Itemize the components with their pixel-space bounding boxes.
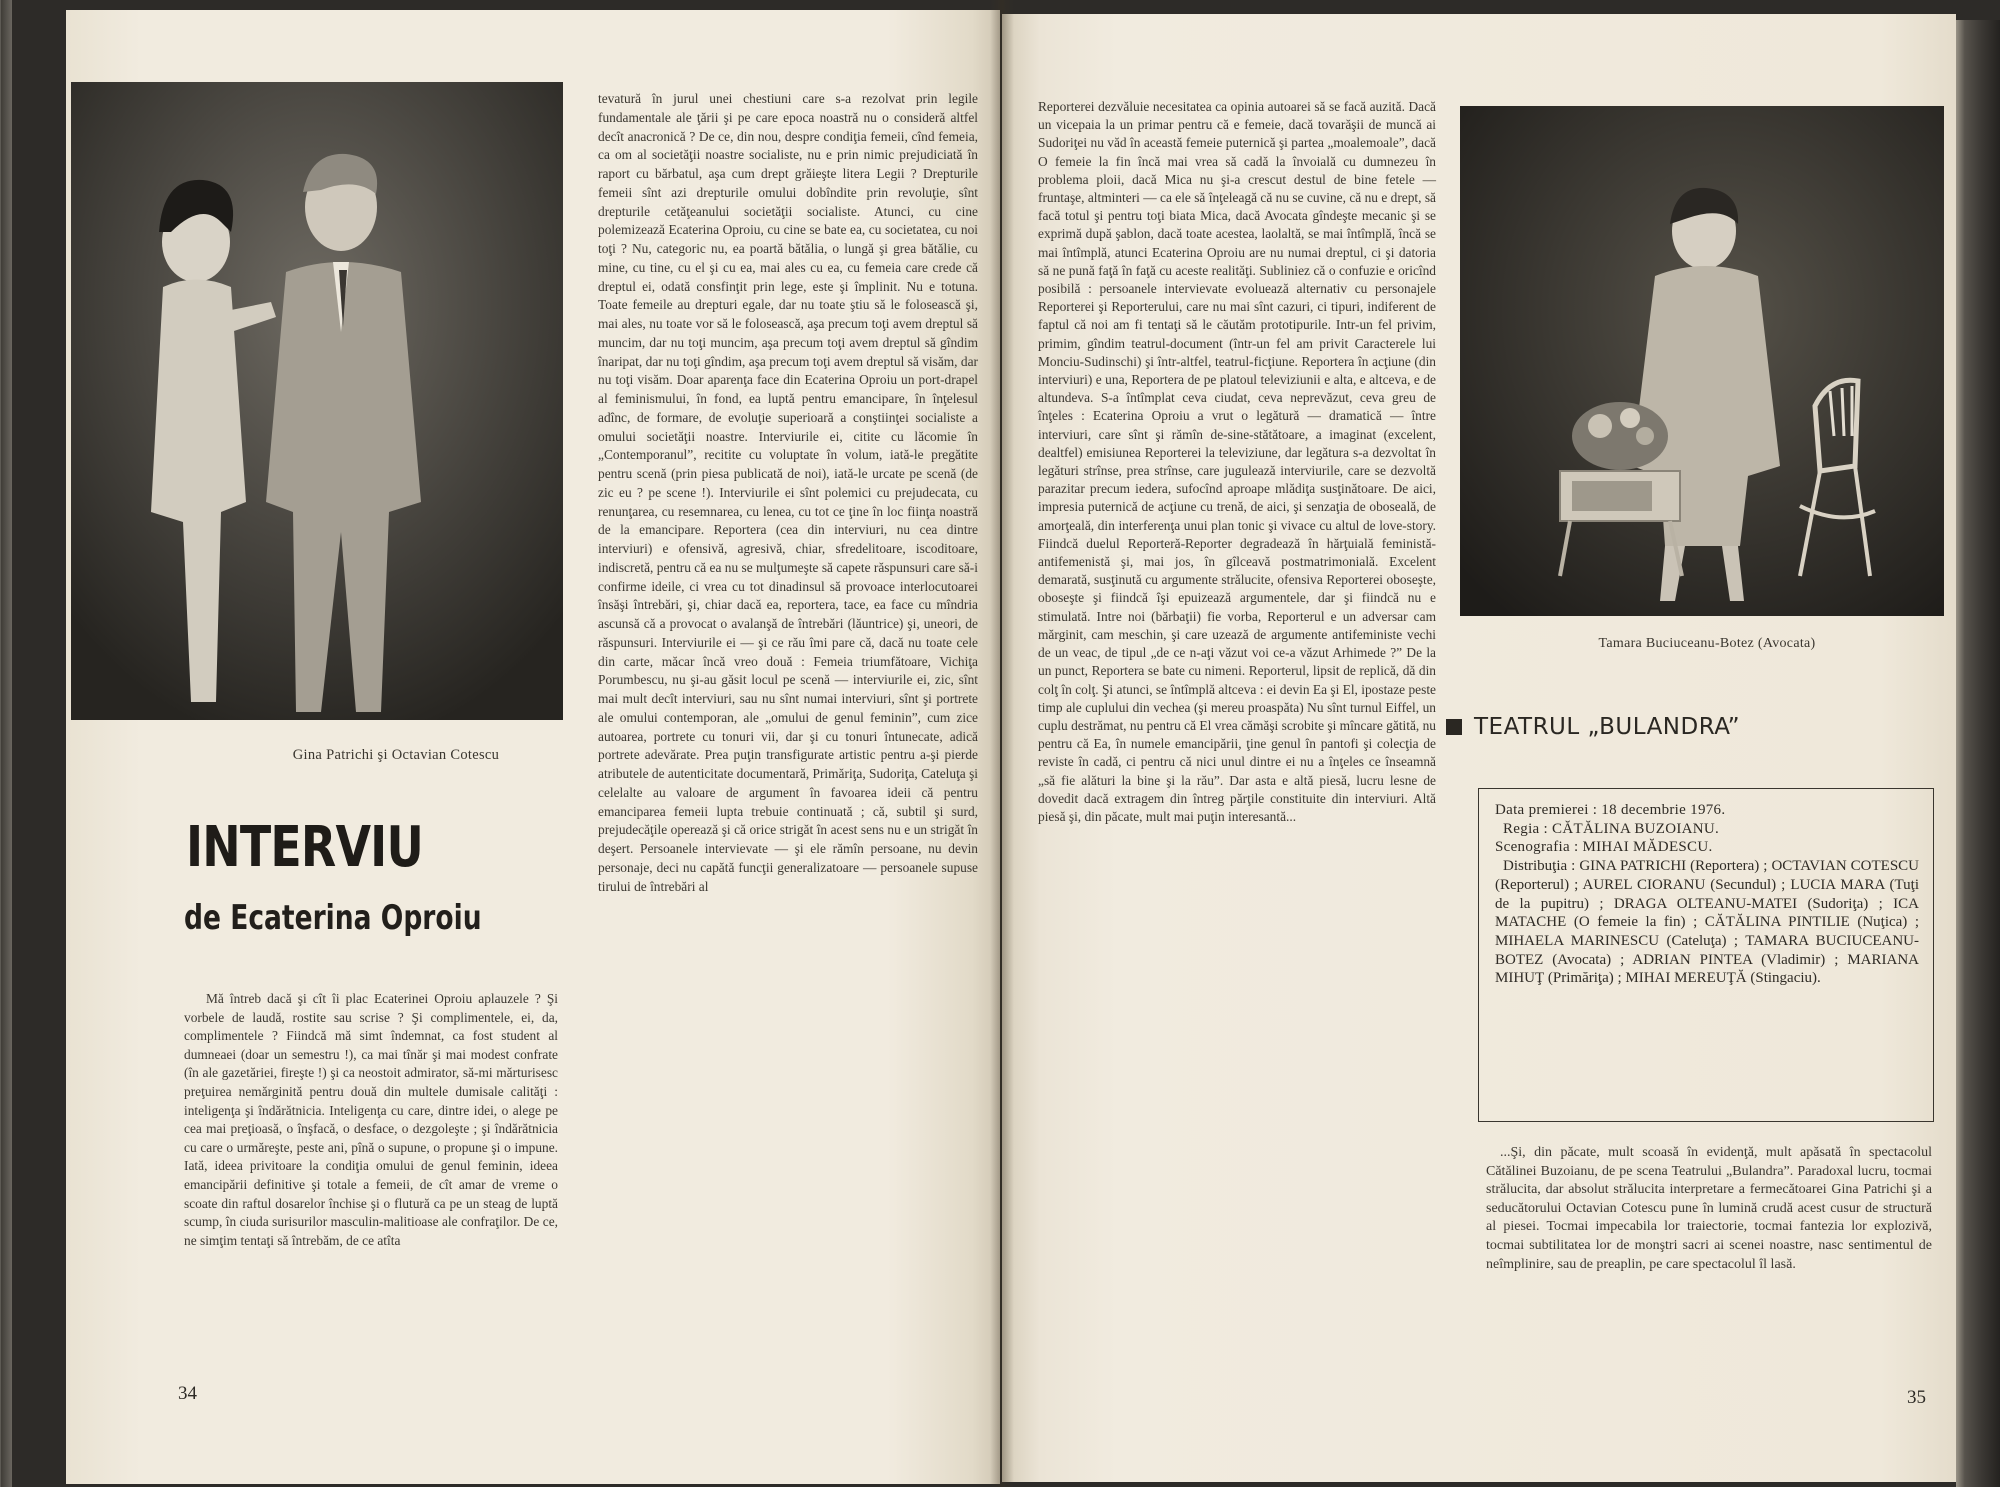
column-3-text: Reporterei dezvăluie necesitatea ca opinia autoarei să se facă auzită. Dacă un vicepaia la un primar pentru că e femeie, dacă tovarăşii de muncă ai Sudoriţei nu văd în această femeie puternică şi partea „moalemoale”, dacă O femeie la fin încă mai vrea să cadă la învoială cu dumnezeu în problema ploii, dacă Mica nu şi-a crescut destul de bine fetele — fruntaşe, altminteri — ca ele să înţeleagă că nu se cuvine, că nu e drept, să facă totul şi pentru toţi biata Mica, dacă Avocata gîndeşte mecanic şi se exprimă după şablon, dacă toate acestea, laolaltă, se mai întîmplă, încă se mai întîmplă, atunci Ecaterina Oproiu are nu numai dreptul, ci şi datoria să ne pună faţă în faţă cu aceste realităţi. Subliniez că o confuzie e oricînd posibilă : persoanele intervievate evoluează alternativ cu personajele Reporterei şi Reporterului, care nu mai sînt cazuri, ci tipuri, indiferent de faptul că noi am fi tentaţi să le căutăm prototipurile. Intr-un fel privim, primim, gîndim teatrul-document (într-un fel am privit Caracterele lui Monciu-Sudinschi) şi într-altfel, teatrul-ficţiune. Reportera în acţiune (din interviuri) e una, Reportera de pe platoul televiziunii e alta, e altceva, e de altundeva. S-a întîmplat ceva ciudat, ceva neprevăzut, ceva greu de înţeles : Ecaterina Oproiu a vrut o legătură — dramatică — între interviuri, care sînt şi rămîn de-sine-stătătoare, a imaginat (excelent, dealtfel) emisiunea Reporterei la televiziune, dar legătura s-a dezvoltat în legături strînse, prea strînse, care jugulează interviurile, care se dezvoltă parazitar precum iedera, sufocînd aproape mlădiţa susţinătoare. De aici, impresia puternică de acţiune cu trenă, de aici, şi senzaţia de oboseală, de amorţeală, din interferenţa unui plan tonic şi vivace cu altul de love-story. Fiindcă duelul Reporteră-Reporter degradează în hărţuială feministă-antifemenistă şi, mai jos, în gîlceavă postmatrimonială. Excelent demarată, susţinută cu argumente strălucite, ofensiva Reporterei oboseşte, oboseşte şi fiindcă îşi epuizează argumentele, dar şi fiindcă nu e stimulată. Intre noi (bărbaţii) fie vorba, Reporterul e un adversar cam mărginit, cam meschin, şi care uzează de argumente antifeministe vechi de un veac, de tipul „de ce n-aţi văzut voi ce-a văzut Arhimede ?” De la un punct, Reportera se bate cu nimeni. Reporterul, lipsit de replică, dă din colţ în colţ. Şi atunci, se întîmplă altceva : ei devin Ea şi El, ipostaze peste timp ale cuplului din vechea (şi mereu proaspăta) Nu sînt turnul Eiffel, un cuplu destrămat, nu pentru că El vrea cămăşi scrobite şi mîncare gătită, nu pentru că Ea, în numele emancipării, ţine genul în pantofi şi colecţia de reviste în cadă, ci pentru că nici unul dintre ei nu a înţeles ce înseamnă „să fie alături la bine şi la rău”. Dar asta e altă piesă, lucru lesne de dovedit dacă extragem din întreg părţile constituite din interviuri. Altă piesă şi, din păcate, mult mai puţin interesantă... (1038, 99, 1436, 824)
article-title: INTERVIU (186, 815, 423, 880)
article-column-1 (184, 990, 558, 1390)
page-number-right: 35 (1907, 1387, 1926, 1408)
column-1-text: Mă întreb dacă şi cît îi plac Ecaterinei Oproiu aplauzele ? Şi vorbele de laudă, rostite sau scrise ? Şi complimentele, ei, da, complimentele ? Fiindcă mă simt îndemnat, ca fost student al dumneaei (doar un semestru !), ca mai tînăr şi mai modest confrate (în ale gazetăriei, fireşte !) şi ca neostoit admirator, să-mi mărturisesc preţuirea nemărginită pentru două din multele dumisale calităţi : inteligenţa şi îndărătnicia. Inteligenţa cu care, dintre idei, o alege pe cea mai preţioasă, o înşfacă, o desface, o dezgoleşte ; şi îndărătnicia cu care o urmăreşte, peste ani, pînă o supune, o propune şi o impune. Iată, ideea privitoare la condiţia omului de genul feminin, ideea emancipării definitive şi totale a femeii, de cît amar de vreme o scoate din raftul dosarelor închise şi o flutură ca pe un steag de luptă scump, în ciuda surisurilor masculin-malitioase ale confraţilor. De ce, ne simţim tentaţi să întrebăm, de ce atîta (184, 991, 558, 1248)
book-cover-edge (1956, 20, 2000, 1487)
photo-actors-left (71, 82, 563, 720)
credits-director: Regia : CĂTĂLINA BUZOIANU. (1503, 820, 1720, 837)
right-page (1002, 14, 1956, 1482)
left-page (66, 10, 1000, 1484)
section-title: TEATRUL „BULANDRA” (1474, 714, 1741, 740)
column-2-text: tevatură în jurul unei chestiuni care s-a rezolvat prin legile fundamentale ale ţării şi pe care epoca noastră nu o consideră altfel decît anacronică ? De ce, din nou, despre condiţia femeii, cînd femeia, ca om al societăţii noastre socialiste, nu e prin nimic prejudiciată în raport cu bărbatul, aşa cum drept grăieşte litera Legii ? Drepturile femeii sînt azi drepturile omului dobîndite prin revoluţie, sînt drepturile cetăţeanului societăţii socialiste. Atunci, cu cine polemizează Ecaterina Oproiu, cu cine se bate ea, cu societatea, cu noi toţi ? Nu, categoric nu, ea poartă bătălia, o lungă şi grea bătălie, cu mine, cu tine, cu el şi cu ea, mai ales cu ea, cu femeia care crede că dreptul ei, odată consfinţit prin lege, este şi împlinit. Nu e totuna. Toate femeile au drepturi egale, dar nu toate ştiu să le folosească şi, mai ales, nu toate vor să le folosească, aşa precum toţi avem dreptul să muncim, dar nu toţi muncim, aşa precum toţi avem dreptul să gîndim înaripat, dar nu toţi gîndim, aşa precum toţi avem dreptul să visăm, dar nu toţi visăm. Doar aparenţa face din Ecaterina Oproiu un port-drapel al feminismului, în fond, ea luptă pentru emancipare, în înţelesul adînc, de formare, de evoluţie superioară a conştiinţei socialiste a omului societăţii noastre. Interviurile ei, citite cu lăcomie în „Contemporanul”, recitite cu voluptate în volum, iată-le pregătite pentru scenă (prin piesa publicată de noi), iată-le urcate pe scenă (de zic eu ? pe scene !). Interviurile ei sînt polemici cu prejudecata, cu renunţarea, cu resemnarea, cu lenea, cu tot ce ţine în loc fiinţa noastră de la emancipare. Reportera (cea din interviuri, nu cea dintre interviuri) e ofensivă, agresivă, chiar, sfredelitoare, iscoditoare, indiscretă, pentru că ea nu se mulţumeşte să capete răspunsuri care să-i confirme ideile, ci vrea cu tot dinadinsul să provoace interlocutoarei însăşi întrebări, şi, chiar dacă ea, reportera, tace, ea face cu mîndria ascunsă că a provocat o avalanşă de întrebări (lăuntrice) şi, uneori, de răspunsuri. Interviurile ei — şi ce rău îmi pare că, dacă nu toate cele din carte, măcar încă vreo două : Femeia triumfătoare, Vichiţa Porumbescu, nu şi-au găsit locul pe scenă — interviurile ei, zic, sînt mai mult decît interviuri, sau nu sînt numai interviuri, sînt şi portrete ale omului contemporan, ale „omului de genul feminin”, cum zice autoarea, portrete cu tonuri vii, dar şi cu tonuri întunecate, adică portrete adevărate. Prea puţin transfigurate artistic pentru a-şi pierde atributele de autenticitate documentară, Primăriţa, Sudoriţa, Cateluţa şi celelalte au valoare de argument în favoarea ideii că pentru emanciparea femeii lupta trebuie continuată ; că, subtil şi surd, prejudecăţile operează şi că orice strigăt în acest sens nu e un strigăt în deşert. Persoanele intervievate — şi ele rămîn persoane, nu devin personaje, deci nu capătă funcţii generalizatoare — persoanele supuse tirului de întrebări al (598, 91, 979, 894)
article-column-2 (598, 90, 978, 1390)
credits-box (1478, 788, 1934, 1122)
article-column-4 (1486, 1144, 1932, 1384)
credits-set-design: Scenografia : MIHAI MĂDESCU. (1495, 839, 1713, 856)
credits-premiere: Data premierei : 18 decembrie 1976. (1495, 802, 1726, 818)
article-column-3 (1038, 98, 1436, 1398)
square-bullet-icon (1446, 719, 1462, 735)
photo-caption-left: Gina Patrichi şi Octavian Cotescu (292, 747, 500, 763)
credits-cast: Distribuţia : GINA PATRICHI (Reportera) ; OCTAVIAN COTESCU (Reporterul) ; AUREL CIORANU (Secundul) ; LUCIA MARA (Tuţi de la pupitru) ; DRAGA OLTEANU-MATEI (Sudoriţa) ; ICA MATACHE (O femeie la fin) ; CĂTĂLINA PINTILIE (Nuţica) ; MIHAELA MARINESCU (Cateluţa) ; TAMARA BUCIUCEANU-BOTEZ (Avocata) ; ADRIAN PINTEA (Vladimir) ; MARIANA MIHUŢ (Primăriţa) ; MIHAI MEREUŢĂ (Stingaciu). (1495, 858, 1919, 987)
page-number-left: 34 (178, 1383, 197, 1404)
photo-actress-right (1460, 106, 1944, 616)
article-byline: de Ecaterina Oproiu (184, 898, 482, 938)
photo-caption-right: Tamara Buciuceanu-Botez (Avocata) (1598, 636, 1816, 651)
section-heading (1446, 714, 1740, 740)
book-gutter (990, 0, 1014, 1487)
column-4-text: ...Şi, din păcate, mult scoasă în evidenţă, mult apăsată în spectacolul Cătălinei Buzoianu, de pe scena Teatrului „Bulandra”. Paradoxal lucru, tocmai strălucita, dar absolut strălucita interpretare a fermecătoarei Gina Patrichi şi a seducătorului Octavian Cotescu pune în lumină crudă acest cusur de structură al piesei. Tocmai impecabila lor traiectorie, tocmai fantezia lor explozivă, tocmai subtilitatea lor de monştri sacri ai scenei noastre, nasc sentimentul de neîmplinire, sau de preaplin, pe care spectacolul îl lasă. (1486, 1145, 1932, 1272)
